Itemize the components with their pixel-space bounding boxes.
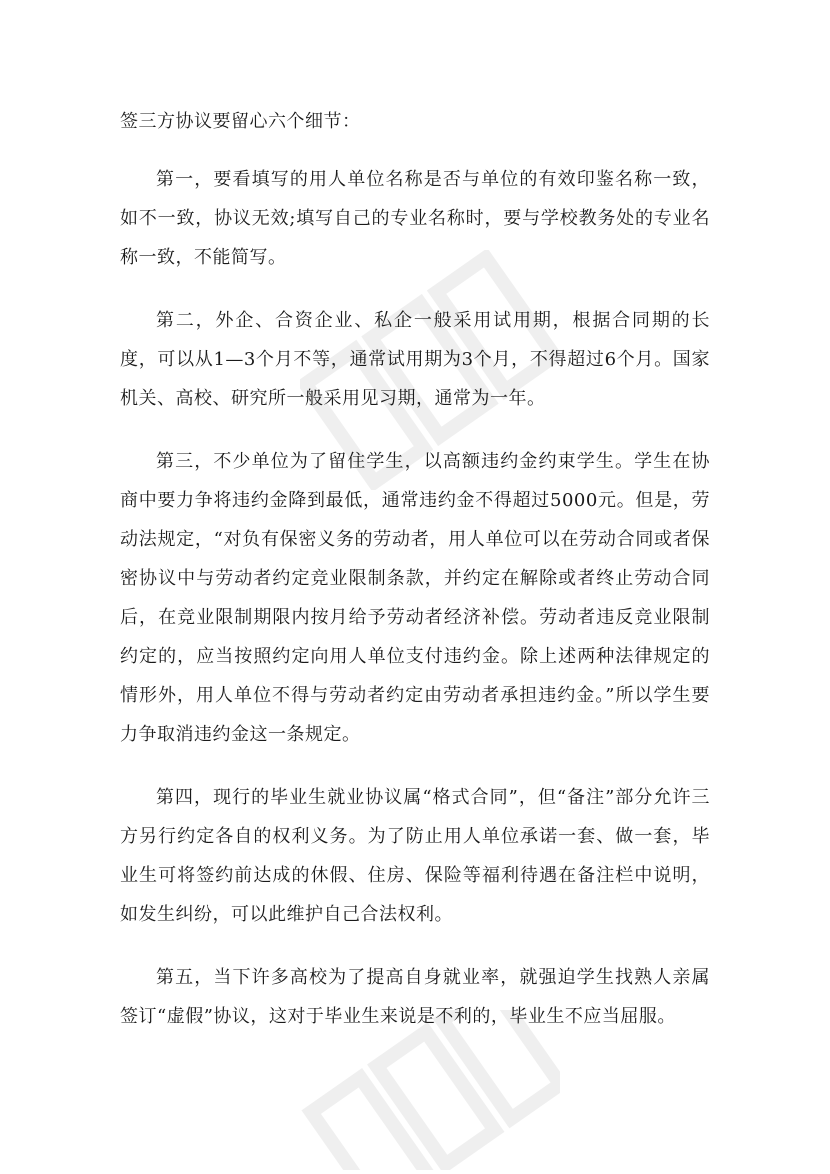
paragraph-4: 第四，现行的毕业生就业协议属“格式合同”，但“备注”部分允许三方另行约定各自的权利义务。为了防止用人单位承诺一套、做一套，毕业生可将签约前达成的休假、住房、保险等福利待遇在备注栏中说明，如发生纠纷，可以此维护自己合法权利。 <box>120 787 710 925</box>
paragraph-3: 第三，不少单位为了留住学生，以高额违约金约束学生。学生在协商中要力争将违约金降到最低，通常违约金不得超过5000元。但是，劳动法规定，“对负有保密义务的劳动者，用人单位可以在劳动合同或者保密协议中与劳动者约定竞业限制条款，并约定在解除或者终止劳动合同后，在竞业限制期限内按月给予劳动者经济补偿。劳动者违反竞业限制约定的，应当按照约定向用人单位支付违约金。除上述两种法律规定的情形外，用人单位不得与劳动者约定由劳动者承担违约金。”所以学生要力争取消违约金这一条规定。 <box>120 451 710 745</box>
paragraph-1: 第一，要看填写的用人单位名称是否与单位的有效印鉴名称一致，如不一致，协议无效;填写自己的专业名称时，要与学校教务处的专业名称一致，不能简写。 <box>120 169 710 268</box>
paragraph-5: 第五，当下许多高校为了提高自身就业率，就强迫学生找熟人亲属签订“虚假”协议，这对于毕业生来说是不利的，毕业生不应当屈服。 <box>120 967 710 1027</box>
document-body <box>120 104 710 1060</box>
paragraph-2: 第二，外企、合资企业、私企一般采用试用期，根据合同期的长度，可以从1—3个月不等，通常试用期为3个月，不得超过6个月。国家机关、高校、研究所一般采用见习期，通常为一年。 <box>120 310 710 409</box>
document-title: 签三方协议要留心六个细节： <box>120 111 361 132</box>
